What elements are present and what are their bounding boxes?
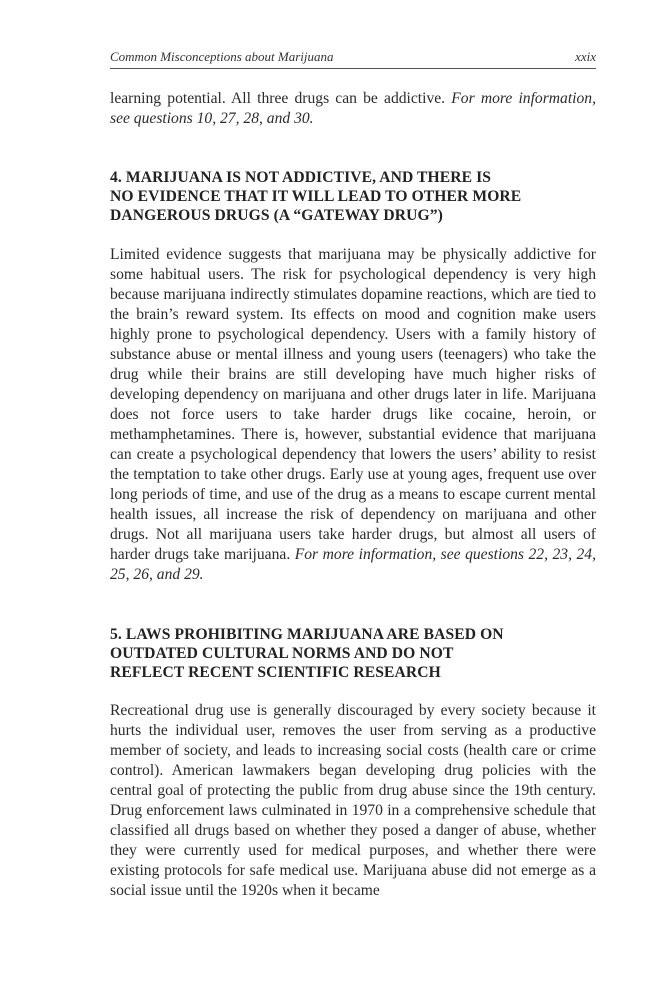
section-4-heading-line: NO EVIDENCE THAT IT WILL LEAD TO OTHER MORE xyxy=(110,188,522,205)
section-4-reference: For more information, see questions 22, 23, 24, 25, 26, and 29. xyxy=(110,546,596,583)
page-number: xxix xyxy=(575,49,596,64)
running-header-title: Common Misconceptions about Marijuana xyxy=(110,49,334,64)
section-5-heading xyxy=(110,625,596,682)
section-5-heading-line: REFLECT RECENT SCIENTIFIC RESEARCH xyxy=(110,664,441,681)
section-4-heading-line: DANGEROUS DRUGS (A “GATEWAY DRUG”) xyxy=(110,207,443,224)
section-5-body xyxy=(110,701,596,901)
book-page xyxy=(110,49,596,901)
section-4-body xyxy=(110,245,596,585)
section-5-heading-line: OUTDATED CULTURAL NORMS AND DO NOT xyxy=(110,645,454,662)
section-5-body-text: Recreational drug use is generally discouraged by every society because it hurts the individual user, removes the user from serving as a productive member of society, and leads to increasing social costs (health care or crime control). American lawmakers began developing drug policies with the central goal of protecting the public from drug abuse since the 19th century. Drug enforcement laws culminated in 1970 in a comprehensive schedule that classified all drugs based on whether they posed a danger of abuse, whether they were currently used for medical purposes, and whether there were existing protocols for safe medical use. Marijuana abuse did not emerge as a social issue until the 1920s when it became xyxy=(110,702,596,899)
section-4-body-text: Limited evidence suggests that marijuana may be physically addictive for some habitual users. The risk for psychological dependency is very high because marijuana indirectly stimulates dopamine reactions, which are tied to the brain’s reward system. Its effects on mood and cognition make users highly prone to psychological dependency. Users with a family history of substance abuse or mental illness and young users (teenagers) who take the drug while their brains are still developing have much higher risks of developing dependency on marijuana and other drugs later in life. Marijuana does not force users to take harder drugs like cocaine, heroin, or methamphetamines. There is, however, substantial evidence that marijuana can create a psychological dependency that lowers the users’ ability to resist the temptation to take other drugs. Early use at young ages, frequent use over long periods of time, and use of the drug as a means to escape current mental health issues, all increase the risk of dependency on marijuana and other drugs. Not all marijuana users take harder drugs, but almost all users of harder drugs take marijuana. xyxy=(110,246,596,563)
intro-paragraph xyxy=(110,89,596,129)
section-4-heading-line: 4. MARIJUANA IS NOT ADDICTIVE, AND THERE IS xyxy=(110,169,492,186)
section-5-heading-line: 5. LAWS PROHIBITING MARIJUANA ARE BASED ON xyxy=(110,626,504,643)
running-header xyxy=(110,49,596,69)
intro-paragraph-reference: For more information, see questions 10, 27, 28, and 30. xyxy=(110,90,597,127)
intro-paragraph-text: learning potential. All three drugs can be addictive. xyxy=(110,90,452,107)
section-4-heading xyxy=(110,168,596,225)
